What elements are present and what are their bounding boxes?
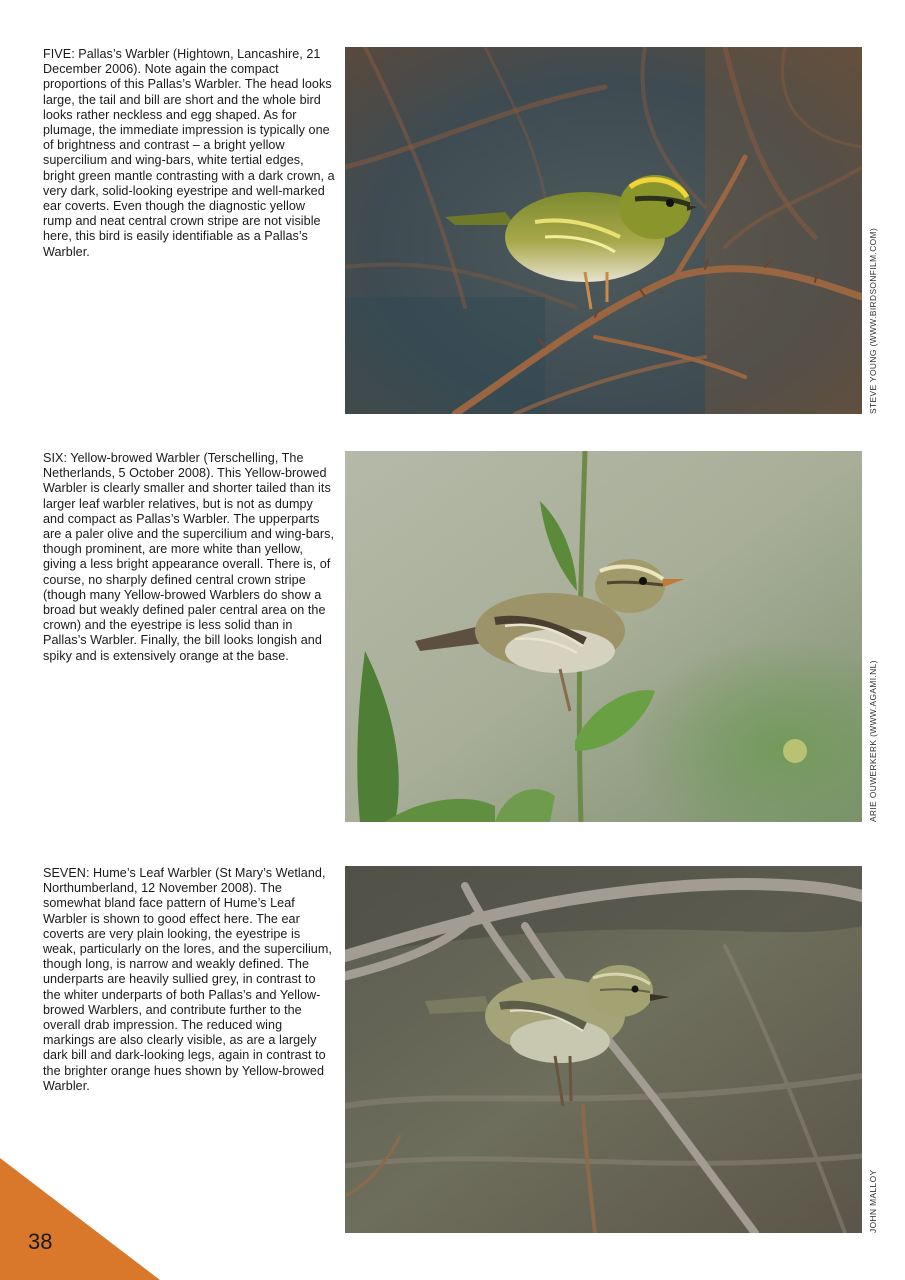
photo-credit-steve-young: STEVE YOUNG (WWW.BIRDSONFILM.COM) [868, 227, 878, 414]
photo-humes-leaf-warbler [345, 866, 862, 1233]
photo-yellow-browed-warbler [345, 451, 862, 822]
photo-pallass-warbler [345, 47, 862, 414]
caption-pallass-warbler: FIVE: Pallas’s Warbler (Hightown, Lancashire, 21 December 2006). Note again the compact proportions of this Pallas’s Warbler. The head looks large, the tail and bill are short and the whole bird looks rather neckless and egg shaped. As for plumage, the immediate impression is typically one of brightness and contrast – a bright yellow supercilium and wing-bars, white tertial edges, bright green mantle contrasting with a dark crown, a very dark, solid-looking eyestripe and well-marked ear coverts. Even though the diagnostic yellow rump and neat central crown stripe are not visible here, this bird is easily identifiable as a Pallas’s Warbler. [43, 47, 335, 259]
photo-credit-john-malloy: JOHN MALLOY [868, 1169, 878, 1233]
caption-humes-leaf-warbler: SEVEN: Hume’s Leaf Warbler (St Mary’s Wetland, Northumberland, 12 November 2008). The somewhat bland face pattern of Hume’s Leaf Warbler is shown to good effect here. The ear coverts are very plain looking, the eyestripe is weak, particularly on the lores, and the supercilium, though long, is narrow and weakly defined. The underparts are heavily sullied grey, in contrast to the whiter underparts of both Pallas’s and Yellow-browed Warblers, and contribute further to the overall drab impression. The reduced wing markings are also clearly visible, as are a largely dark bill and dark-looking legs, again in contrast to the brighter orange hues shown by Yellow-browed Warbler. [43, 866, 332, 1093]
corner-accent-triangle [0, 1158, 160, 1280]
page-number: 38 [28, 1229, 53, 1254]
caption-yellow-browed-warbler: SIX: Yellow-browed Warbler (Terschelling, The Netherlands, 5 October 2008). This Yellow-browed Warbler is clearly smaller and shorter tailed than its larger leaf warbler relatives, but is not as dumpy and compact as Pallas’s Warbler. The upperparts are a paler olive and the supercilium and wing-bars, though prominent, are more white than yellow, giving a less bright appearance overall. There is, of course, no sharply defined central crown stripe (though many Yellow-browed Warblers do show a broad but weakly defined paler central area on the crown) and the eyestripe is less solid than in Pallas’s Warbler. Finally, the bill looks longish and spiky and is extensively orange at the base. [43, 451, 335, 663]
photo-credit-arie-ouwerkerk: ARIE OUWERKERK (WWW.AGAMI.NL) [868, 660, 878, 822]
